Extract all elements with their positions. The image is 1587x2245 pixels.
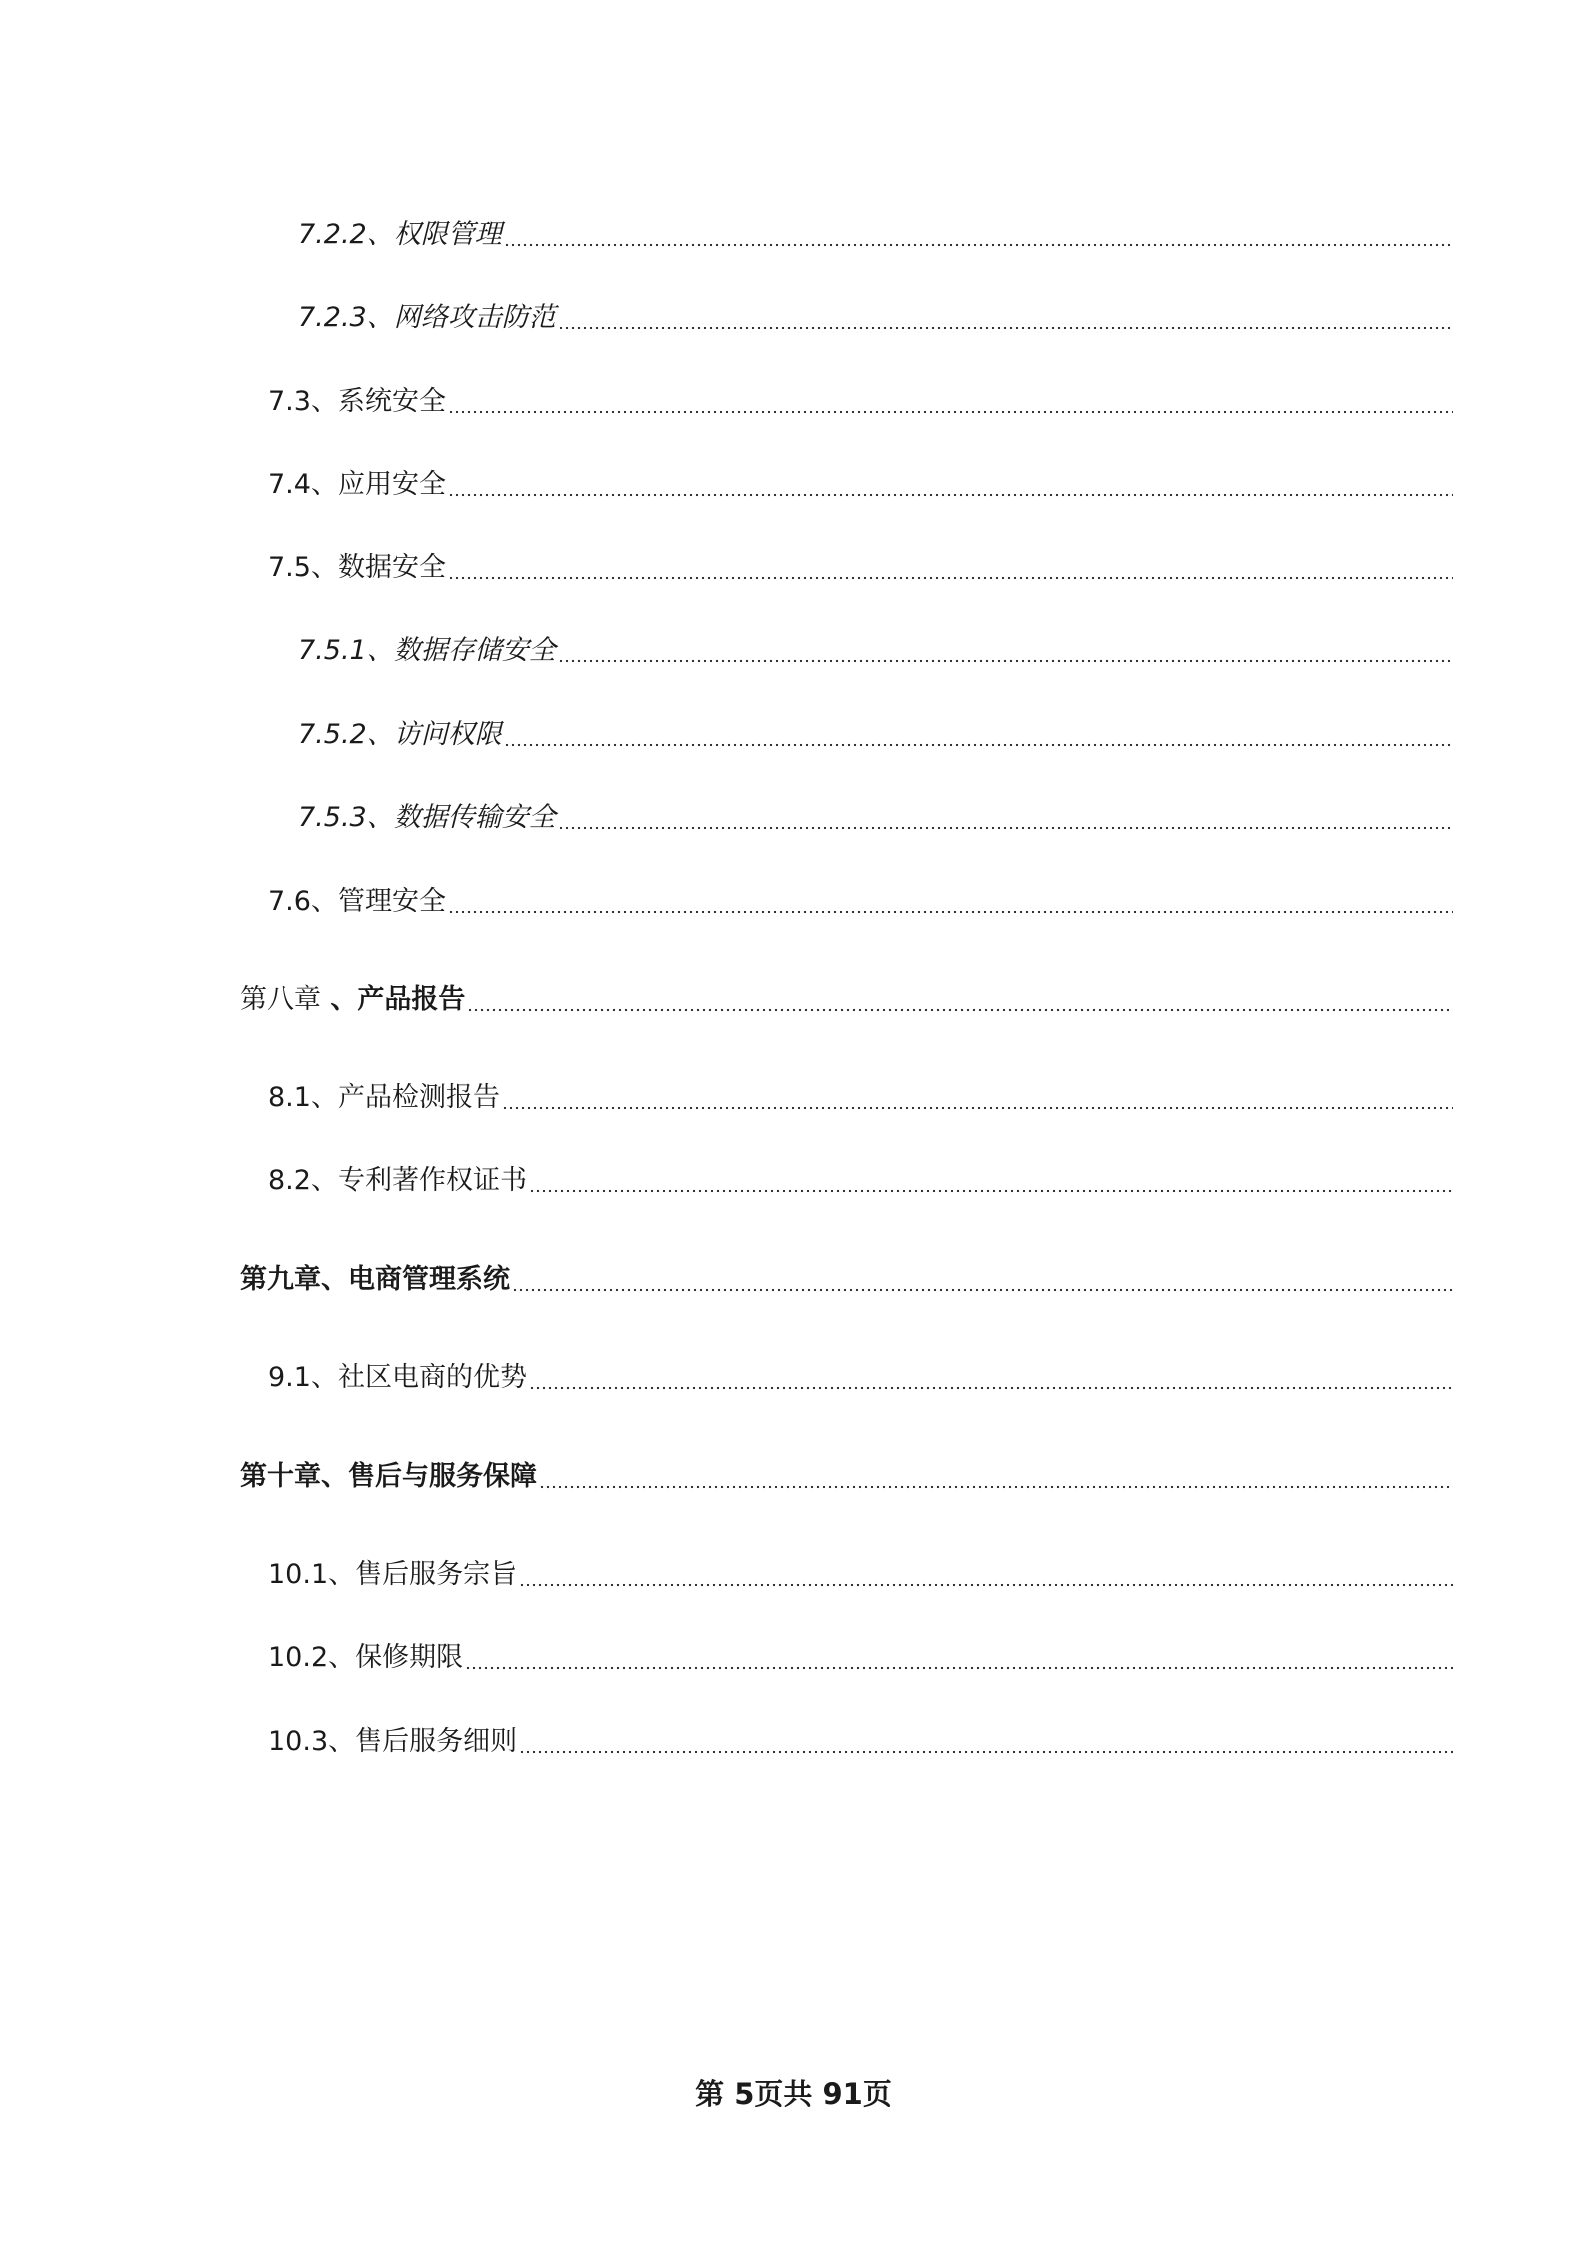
- toc-entry-10-2[interactable]: [268, 1638, 1453, 1678]
- toc-number: 8.1: [268, 1082, 311, 1113]
- toc-entry-chapter-10[interactable]: [240, 1457, 1453, 1497]
- toc-number: 8.2: [268, 1165, 311, 1196]
- toc-title: 数据存储安全: [393, 635, 556, 666]
- toc-entry-7-4[interactable]: [268, 465, 1453, 505]
- toc-separator: 、: [310, 1165, 338, 1196]
- toc-number: 7.4: [268, 469, 311, 500]
- dot-leader: [448, 402, 1453, 414]
- toc-separator: 、: [310, 552, 338, 583]
- toc-title: 专利著作权证书: [337, 1165, 527, 1196]
- toc-separator: 、: [310, 469, 338, 500]
- toc-separator: 、: [310, 1362, 338, 1393]
- toc-separator: 、: [321, 1461, 348, 1492]
- toc-entry-7-5-1[interactable]: [298, 631, 1453, 671]
- toc-title: 访问权限: [393, 719, 502, 750]
- dot-leader: [529, 1378, 1453, 1390]
- toc-title: 权限管理: [393, 219, 502, 250]
- toc-title: 应用安全: [337, 469, 446, 500]
- dot-leader: [502, 1098, 1453, 1110]
- toc-number: 10.1: [268, 1559, 329, 1590]
- dot-leader: [504, 735, 1453, 747]
- toc-separator: 、: [366, 719, 394, 750]
- toc-number: 7.2.3: [298, 302, 367, 333]
- toc-title: 数据传输安全: [393, 802, 556, 833]
- toc-separator: 、: [366, 802, 394, 833]
- dot-leader: [448, 485, 1453, 497]
- toc-title: 数据安全: [337, 552, 446, 583]
- dot-leader: [504, 235, 1453, 247]
- toc-entry-7-5-2[interactable]: [298, 715, 1453, 755]
- toc-number: 7.5.1: [298, 635, 367, 666]
- toc-title: 售后与服务保障: [348, 1461, 537, 1492]
- dot-leader: [448, 568, 1453, 580]
- toc-number: 9.1: [268, 1362, 311, 1393]
- dot-leader: [558, 318, 1453, 330]
- toc-separator: 、: [310, 1082, 338, 1113]
- toc-separator: 、: [321, 1264, 348, 1295]
- toc-entry-8-2[interactable]: [268, 1161, 1453, 1201]
- toc-entry-7-6[interactable]: [268, 882, 1453, 922]
- toc-separator: 、: [310, 886, 338, 917]
- toc-chapter-number: 第十章: [240, 1461, 321, 1492]
- toc-title: 售后服务细则: [355, 1726, 518, 1757]
- toc-number: 7.5.3: [298, 802, 367, 833]
- dot-leader: [467, 1000, 1453, 1012]
- toc-entry-7-2-2[interactable]: [298, 215, 1453, 255]
- toc-chapter-number: 第八章: [240, 984, 321, 1015]
- toc-title: 电商管理系统: [348, 1264, 510, 1295]
- toc-separator: 、: [321, 984, 358, 1015]
- toc-number: 10.2: [268, 1642, 329, 1673]
- toc-title: 网络攻击防范: [393, 302, 556, 333]
- toc-entry-7-5[interactable]: [268, 548, 1453, 588]
- toc-entry-chapter-8[interactable]: [240, 980, 1453, 1020]
- dot-leader: [539, 1477, 1453, 1489]
- toc-entry-7-3[interactable]: [268, 382, 1453, 422]
- toc-entry-7-2-3[interactable]: [298, 298, 1453, 338]
- toc-title: 保修期限: [355, 1642, 464, 1673]
- toc-entry-7-5-3[interactable]: [298, 798, 1453, 838]
- toc-separator: 、: [328, 1642, 356, 1673]
- dot-leader: [558, 818, 1453, 830]
- dot-leader: [512, 1280, 1453, 1292]
- dot-leader: [448, 902, 1453, 914]
- toc-number: 7.2.2: [298, 219, 367, 250]
- toc-number: 10.3: [268, 1726, 329, 1757]
- toc-separator: 、: [366, 635, 394, 666]
- toc-entry-10-3[interactable]: [268, 1722, 1453, 1762]
- toc-entry-8-1[interactable]: [268, 1078, 1453, 1118]
- toc-entry-9-1[interactable]: [268, 1358, 1453, 1398]
- toc-separator: 、: [366, 219, 394, 250]
- toc-separator: 、: [310, 386, 338, 417]
- toc-title: 售后服务宗旨: [355, 1559, 518, 1590]
- toc-title: 产品检测报告: [337, 1082, 500, 1113]
- dot-leader: [465, 1658, 1453, 1670]
- toc-entry-10-1[interactable]: [268, 1555, 1453, 1595]
- toc-entry-chapter-9[interactable]: [240, 1260, 1453, 1300]
- toc-title: 系统安全: [337, 386, 446, 417]
- toc-number: 7.3: [268, 386, 311, 417]
- toc-title: 社区电商的优势: [337, 1362, 527, 1393]
- page-number-footer: 第 5页共 91页: [695, 2077, 892, 2111]
- dot-leader: [519, 1575, 1453, 1587]
- toc-separator: 、: [366, 302, 394, 333]
- toc-number: 7.5: [268, 552, 311, 583]
- dot-leader: [519, 1742, 1453, 1754]
- toc-chapter-number: 第九章: [240, 1264, 321, 1295]
- toc-separator: 、: [328, 1726, 356, 1757]
- toc-title: 管理安全: [337, 886, 446, 917]
- toc-title: 产品报告: [357, 984, 466, 1015]
- toc-number: 7.6: [268, 886, 311, 917]
- toc-number: 7.5.2: [298, 719, 367, 750]
- toc-separator: 、: [328, 1559, 356, 1590]
- dot-leader: [529, 1181, 1453, 1193]
- dot-leader: [558, 651, 1453, 663]
